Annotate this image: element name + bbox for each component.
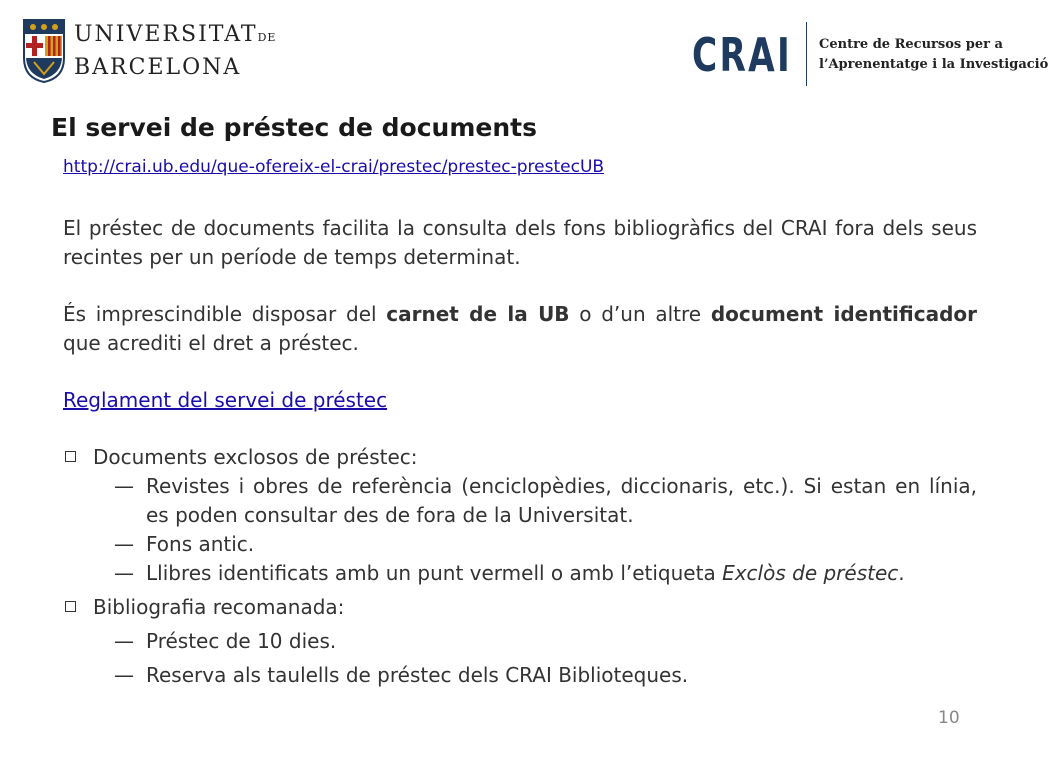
ub-shield-icon bbox=[22, 18, 66, 84]
excluded-documents-label: Documents exclosos de préstec: bbox=[93, 445, 418, 469]
slide-content bbox=[63, 214, 977, 690]
crai-loan-url-link[interactable]: http://crai.ub.edu/que-ofereix-el-crai/prestec/prestec-prestecUB bbox=[63, 157, 605, 177]
crai-description-line1: Centre de Recursos per a bbox=[819, 37, 1003, 52]
crai-divider bbox=[806, 22, 807, 86]
crai-logo bbox=[692, 20, 1048, 90]
dash-bullet: — bbox=[114, 663, 134, 687]
loan-regulation-link[interactable]: Reglament del servei de préstec bbox=[63, 388, 388, 412]
recommended-bibliography-item bbox=[63, 593, 977, 622]
crai-description bbox=[819, 35, 1048, 75]
dash-bullet: — bbox=[114, 561, 134, 585]
ub-wordmark-de: DE bbox=[257, 31, 277, 44]
crai-wordmark bbox=[692, 26, 794, 82]
list-item bbox=[63, 530, 977, 559]
recommended-bibliography-label: Bibliografia recomanada: bbox=[93, 595, 345, 619]
ub-wordmark-line1: UNIVERSITAT bbox=[74, 22, 258, 47]
svg-text:CRAI: CRAI bbox=[692, 28, 792, 82]
dash-bullet: — bbox=[114, 629, 134, 653]
id-requirement-text-3: que acrediti el dret a préstec. bbox=[63, 331, 359, 355]
excluded-label-italic: Exclòs de préstec bbox=[722, 561, 899, 585]
recommended-item-reservation: Reserva als taulells de préstec dels CRAI Biblioteques. bbox=[146, 663, 689, 687]
checkbox-bullet-icon bbox=[65, 451, 76, 462]
slide-title: El servei de préstec de documents bbox=[51, 113, 537, 142]
excluded-documents-item bbox=[63, 443, 977, 472]
ub-wordmark bbox=[74, 20, 276, 83]
excluded-item-marked-books: Llibres identificats amb un punt vermell o amb l’etiqueta bbox=[146, 561, 723, 585]
ub-card-emphasis: carnet de la UB bbox=[386, 302, 570, 326]
list-item bbox=[63, 559, 977, 588]
dash-bullet: — bbox=[114, 474, 134, 498]
list-item bbox=[63, 627, 977, 656]
dash-bullet: — bbox=[114, 532, 134, 556]
list-item bbox=[63, 472, 977, 530]
excluded-item-end: . bbox=[898, 561, 905, 585]
ub-wordmark-line2: BARCELONA bbox=[74, 55, 242, 80]
crai-description-line2: l’Aprenentatge i la Investigació bbox=[819, 57, 1048, 72]
page-number: 10 bbox=[938, 708, 960, 728]
list-item bbox=[63, 661, 977, 690]
checkbox-bullet-icon bbox=[65, 601, 76, 612]
id-document-emphasis: document identificador bbox=[710, 302, 977, 326]
loan-description-paragraph: El préstec de documents facilita la consulta dels fons bibliogràfics del CRAI fora dels seus recintes per un període de temps determinat. bbox=[63, 216, 977, 269]
recommended-item-loan-period: Préstec de 10 dies. bbox=[146, 629, 337, 653]
id-requirement-text-2: o d’un altre bbox=[569, 302, 711, 326]
universitat-de-barcelona-logo bbox=[22, 16, 282, 86]
excluded-item-journals: Revistes i obres de referència (enciclopèdies, diccionaris, etc.). Si estan en línia, es poden consultar des de fora de la Universitat. bbox=[146, 474, 977, 527]
id-requirement-text-1: És imprescindible disposar del bbox=[63, 302, 387, 326]
excluded-item-old-collection: Fons antic. bbox=[146, 532, 255, 556]
id-requirement-paragraph bbox=[63, 300, 977, 358]
